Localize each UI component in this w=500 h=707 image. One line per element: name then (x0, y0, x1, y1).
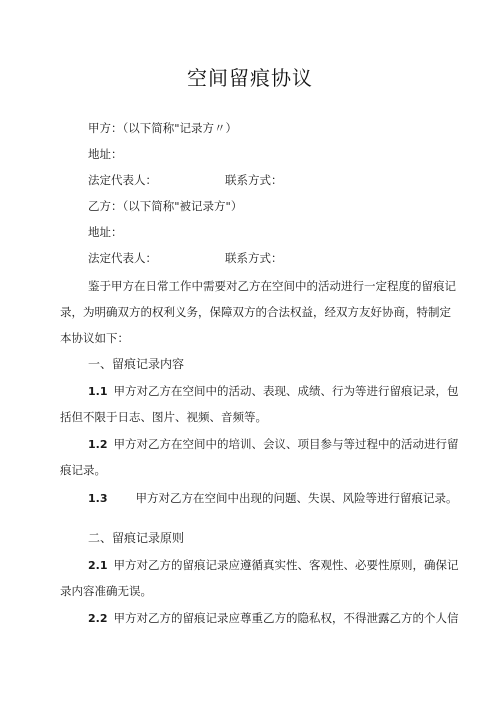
clause-text: 甲方对乙方在空间中的活动、表现、成绩、行为等进行留痕记录，包 (113, 384, 459, 398)
clause-2-1-line-2: 录内容准确无误。 (60, 584, 152, 598)
preamble-line-1: 鉴于甲方在日常工作中需要对乙方在空间中的活动进行一定程度的留痕记 (88, 279, 456, 293)
clause-1-2-line-1 (88, 436, 459, 453)
document-title: 空间留痕协议 (187, 66, 313, 90)
section-1-heading: 一、留痕记录内容 (88, 357, 185, 371)
clause-1-3-line-1 (88, 490, 458, 507)
clause-text: 甲方对乙方在空间中的培训、会议、项目参与等过程中的活动进行留 (113, 437, 459, 451)
party-b-representative: 法定代表人： (88, 251, 157, 265)
preamble-line-3: 本协议如下： (60, 331, 129, 345)
party-a-address: 地址： (88, 147, 123, 161)
clause-1-2-line-2: 痕记录。 (60, 463, 106, 477)
party-a-representative: 法定代表人： (88, 173, 157, 187)
clause-2-2-line-1 (88, 610, 459, 627)
party-b-contact: 联系方式： (225, 251, 283, 265)
party-b-address: 地址： (88, 225, 123, 239)
clause-number: 2.1 (88, 559, 108, 572)
clause-number: 1.2 (88, 438, 108, 451)
clause-1-1-line-2: 括但不限于日志、图片、视频、音频等。 (60, 410, 267, 424)
clause-number: 1.3 (88, 492, 108, 505)
clause-2-1-line-1 (88, 557, 459, 574)
party-a-contact: 联系方式： (225, 173, 283, 187)
party-b-line: 乙方：（以下简称"被记录方"） (88, 199, 243, 213)
clause-number: 2.2 (88, 612, 108, 625)
clause-text: 甲方对乙方的留痕记录应遵循真实性、客观性、必要性原则，确保记 (113, 558, 459, 572)
clause-text: 甲方对乙方的留痕记录应尊重乙方的隐私权，不得泄露乙方的个人信 (113, 611, 459, 625)
party-a-line: 甲方：（以下简称"记录方〃） (88, 121, 238, 135)
preamble-line-2: 录，为明确双方的权利义务，保障双方的合法权益，经双方友好协商，特制定 (60, 305, 451, 319)
clause-1-1-line-1 (88, 383, 459, 400)
clause-number: 1.1 (88, 385, 108, 398)
section-2-heading: 二、留痕记录原则 (88, 531, 185, 545)
clause-text: 甲方对乙方在空间中出现的问题、失误、风险等进行留痕记录。 (135, 491, 458, 505)
